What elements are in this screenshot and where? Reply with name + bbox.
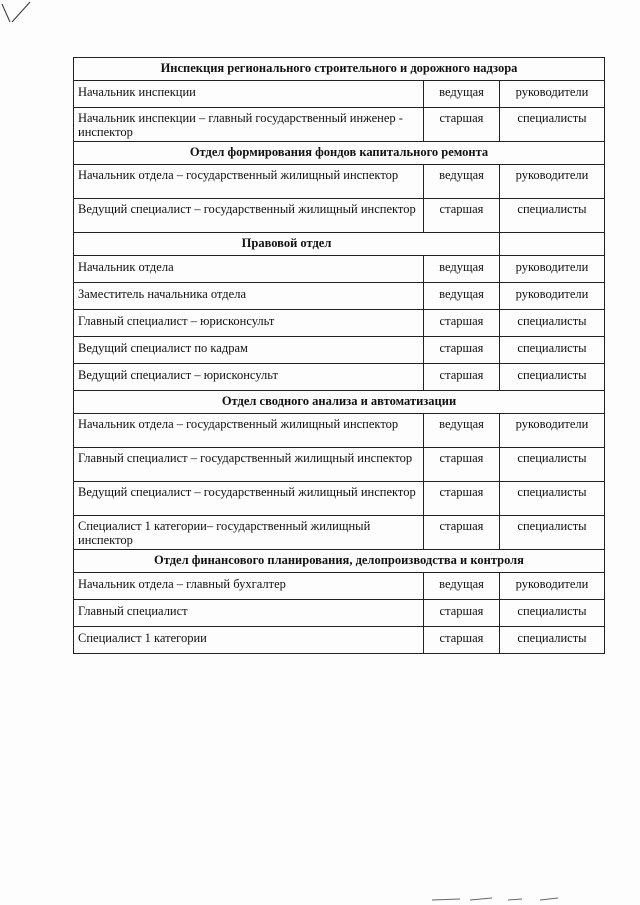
position-group-cell: ведущая (424, 165, 500, 199)
position-group-cell: старшая (424, 448, 500, 482)
position-cell: Начальник отдела (74, 256, 424, 283)
table-row (74, 81, 605, 108)
position-cell: Начальник инспекции – главный государственный инженер - инспектор (74, 108, 424, 142)
table-row (74, 364, 605, 391)
corner-scan-marks (0, 0, 40, 30)
department-header (74, 58, 605, 81)
position-group-cell: старшая (424, 310, 500, 337)
position-group-cell: старшая (424, 337, 500, 364)
department-title: Правовой отдел (74, 233, 500, 256)
table-row (74, 283, 605, 310)
position-category-cell: специалисты (500, 448, 605, 482)
position-category-cell: руководители (500, 81, 605, 108)
position-category-cell: специалисты (500, 364, 605, 391)
position-category-cell: специалисты (500, 482, 605, 516)
position-group-cell: старшая (424, 516, 500, 550)
position-category-cell: специалисты (500, 108, 605, 142)
position-category-cell: руководители (500, 573, 605, 600)
table-row (74, 108, 605, 142)
table-row (74, 256, 605, 283)
position-group-cell: старшая (424, 482, 500, 516)
position-cell: Главный специалист – государственный жилищный инспектор (74, 448, 424, 482)
department-title: Отдел формирования фондов капитального ремонта (74, 142, 605, 165)
position-cell: Начальник отдела – государственный жилищный инспектор (74, 165, 424, 199)
position-category-cell: специалисты (500, 600, 605, 627)
table-row (74, 482, 605, 516)
department-title: Инспекция регионального строительного и дорожного надзора (74, 58, 605, 81)
position-cell: Специалист 1 категории– государственный жилищный инспектор (74, 516, 424, 550)
table-row (74, 573, 605, 600)
position-group-cell: ведущая (424, 283, 500, 310)
position-category-cell: специалисты (500, 199, 605, 233)
position-cell: Ведущий специалист по кадрам (74, 337, 424, 364)
position-group-cell: старшая (424, 600, 500, 627)
position-group-cell: ведущая (424, 414, 500, 448)
position-group-cell: ведущая (424, 256, 500, 283)
position-group-cell: ведущая (424, 573, 500, 600)
position-group-cell: старшая (424, 627, 500, 654)
position-category-cell: руководители (500, 414, 605, 448)
department-header (74, 233, 605, 256)
position-cell: Начальник инспекции (74, 81, 424, 108)
table-row (74, 516, 605, 550)
position-cell: Ведущий специалист – государственный жилищный инспектор (74, 199, 424, 233)
table-row (74, 337, 605, 364)
position-group-cell: ведущая (424, 81, 500, 108)
staff-positions-table (73, 57, 605, 654)
position-category-cell: специалисты (500, 627, 605, 654)
department-title: Отдел сводного анализа и автоматизации (74, 391, 605, 414)
position-category-cell: специалисты (500, 337, 605, 364)
position-cell: Начальник отдела – главный бухгалтер (74, 573, 424, 600)
department-header (74, 391, 605, 414)
table-row (74, 199, 605, 233)
position-group-cell: старшая (424, 199, 500, 233)
position-cell: Специалист 1 категории (74, 627, 424, 654)
position-cell: Главный специалист – юрисконсульт (74, 310, 424, 337)
department-title: Отдел финансового планирования, делопроизводства и контроля (74, 550, 605, 573)
position-cell: Главный специалист (74, 600, 424, 627)
position-category-cell: специалисты (500, 516, 605, 550)
position-category-cell: руководители (500, 165, 605, 199)
position-category-cell: специалисты (500, 310, 605, 337)
table-row (74, 627, 605, 654)
table-row (74, 600, 605, 627)
table-row (74, 448, 605, 482)
position-cell: Ведущий специалист – юрисконсульт (74, 364, 424, 391)
position-cell: Заместитель начальника отдела (74, 283, 424, 310)
position-cell: Ведущий специалист – государственный жилищный инспектор (74, 482, 424, 516)
department-header (74, 142, 605, 165)
position-cell: Начальник отдела – государственный жилищный инспектор (74, 414, 424, 448)
table-row (74, 414, 605, 448)
position-group-cell: старшая (424, 364, 500, 391)
position-category-cell: руководители (500, 283, 605, 310)
department-header (74, 550, 605, 573)
position-category-cell: руководители (500, 256, 605, 283)
table-row (74, 165, 605, 199)
position-group-cell: старшая (424, 108, 500, 142)
table-row (74, 310, 605, 337)
scan-artifact-marks (430, 894, 580, 904)
empty-cell (500, 233, 605, 256)
